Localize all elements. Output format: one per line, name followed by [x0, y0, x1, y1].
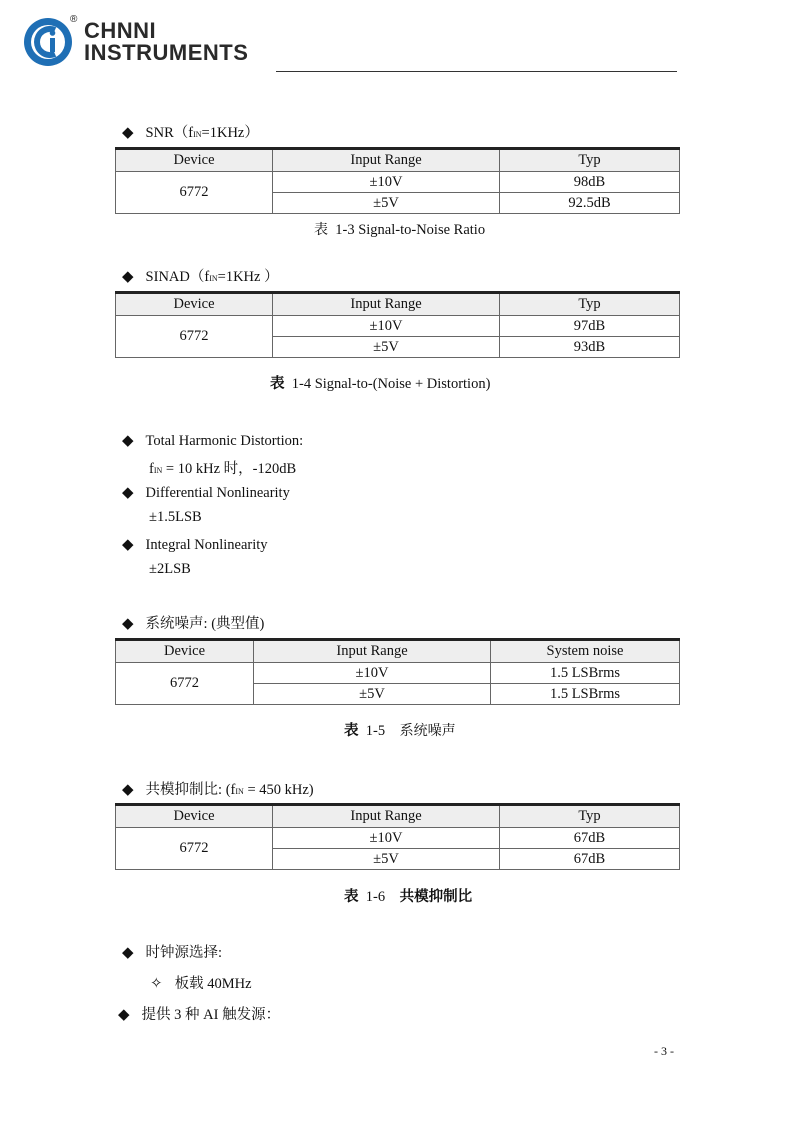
- range-cell: ±5V: [273, 193, 500, 214]
- device-cell: 6772: [116, 172, 273, 214]
- value-cell: 1.5 LSBrms: [491, 663, 680, 684]
- bullet-icon: ◆: [122, 782, 134, 798]
- device-cell: 6772: [116, 828, 273, 870]
- table-header-row: [116, 149, 680, 172]
- value-cell: 93dB: [500, 337, 680, 358]
- column-header: Input Range: [273, 149, 500, 172]
- bullet-icon: ◆: [122, 616, 134, 632]
- column-header: Typ: [500, 805, 680, 828]
- column-header: Input Range: [254, 640, 491, 663]
- noise-heading: ◆ 系统噪声: (典型值): [122, 616, 265, 632]
- table-row: [116, 828, 680, 849]
- bullet-icon: ◆: [122, 537, 134, 553]
- bullet-icon: ◆: [122, 269, 134, 285]
- registered-mark: ®: [70, 14, 78, 25]
- column-header: Device: [116, 293, 273, 316]
- range-cell: ±5V: [273, 337, 500, 358]
- column-header: Typ: [500, 149, 680, 172]
- thd-value: fIN = 10 kHz 时，-120dB: [149, 461, 297, 477]
- column-header: Device: [116, 640, 254, 663]
- bullet-icon: ◆: [122, 485, 134, 501]
- table-row: [116, 316, 680, 337]
- value-cell: 92.5dB: [500, 193, 680, 214]
- cmrr-table: [115, 803, 680, 870]
- column-header: Device: [116, 149, 273, 172]
- device-cell: 6772: [116, 316, 273, 358]
- bullet-icon: ◆: [122, 125, 134, 141]
- noise-table: [115, 638, 680, 705]
- dnl-value: ±1.5LSB: [149, 509, 202, 525]
- column-header: Typ: [500, 293, 680, 316]
- table-header-row: [116, 293, 680, 316]
- range-cell: ±10V: [254, 663, 491, 684]
- bullet-icon: ◆: [118, 1007, 130, 1023]
- company-logo: [22, 16, 74, 68]
- snr-heading: ◆ SNR（fIN=1KHz）: [122, 125, 259, 141]
- column-header: Input Range: [273, 293, 500, 316]
- clock-option: ✧ 板载 40MHz: [150, 976, 252, 992]
- dnl-heading: ◆ Differential Nonlinearity: [122, 485, 290, 501]
- thd-heading: ◆ Total Harmonic Distortion:: [122, 433, 304, 449]
- value-cell: 97dB: [500, 316, 680, 337]
- snr-caption: 表 1-3 Signal-to-Noise Ratio: [314, 222, 486, 238]
- value-cell: 67dB: [500, 828, 680, 849]
- trigger-heading: ◆ 提供 3 种 AI 触发源：: [118, 1007, 281, 1023]
- sinad-heading: ◆ SINAD（fIN=1KHz ）: [122, 269, 279, 285]
- column-header: System noise: [491, 640, 680, 663]
- clock-heading: ◆ 时钟源选择:: [122, 945, 223, 961]
- table-row: [116, 663, 680, 684]
- brand-name-line2: INSTRUMENTS: [84, 40, 249, 65]
- noise-caption: 表 1-5 系统噪声: [344, 723, 456, 739]
- bullet-icon: ◆: [122, 433, 134, 449]
- range-cell: ±5V: [254, 684, 491, 705]
- column-header: Input Range: [273, 805, 500, 828]
- inl-value: ±2LSB: [149, 561, 191, 577]
- table-header-row: [116, 805, 680, 828]
- column-header: Device: [116, 805, 273, 828]
- page-number: - 3 -: [654, 1044, 674, 1058]
- range-cell: ±10V: [273, 172, 500, 193]
- bullet-icon: ◆: [122, 945, 134, 961]
- cmrr-caption: 表 1-6 共模抑制比: [344, 889, 473, 905]
- value-cell: 1.5 LSBrms: [491, 684, 680, 705]
- range-cell: ±5V: [273, 849, 500, 870]
- range-cell: ±10V: [273, 316, 500, 337]
- device-cell: 6772: [116, 663, 254, 705]
- table-row: [116, 172, 680, 193]
- brand-name-line1: CHNNI: [84, 18, 157, 43]
- inl-heading: ◆ Integral Nonlinearity: [122, 537, 268, 553]
- snr-table: [115, 147, 680, 214]
- sinad-caption: 表 1-4 Signal-to-(Noise + Distortion): [270, 376, 491, 392]
- cmrr-heading: ◆ 共模抑制比: (fIN = 450 kHz): [122, 782, 314, 798]
- range-cell: ±10V: [273, 828, 500, 849]
- value-cell: 98dB: [500, 172, 680, 193]
- sub-bullet-icon: ✧: [150, 976, 163, 992]
- value-cell: 67dB: [500, 849, 680, 870]
- table-header-row: [116, 640, 680, 663]
- sinad-table: [115, 291, 680, 358]
- header-rule: [276, 71, 677, 72]
